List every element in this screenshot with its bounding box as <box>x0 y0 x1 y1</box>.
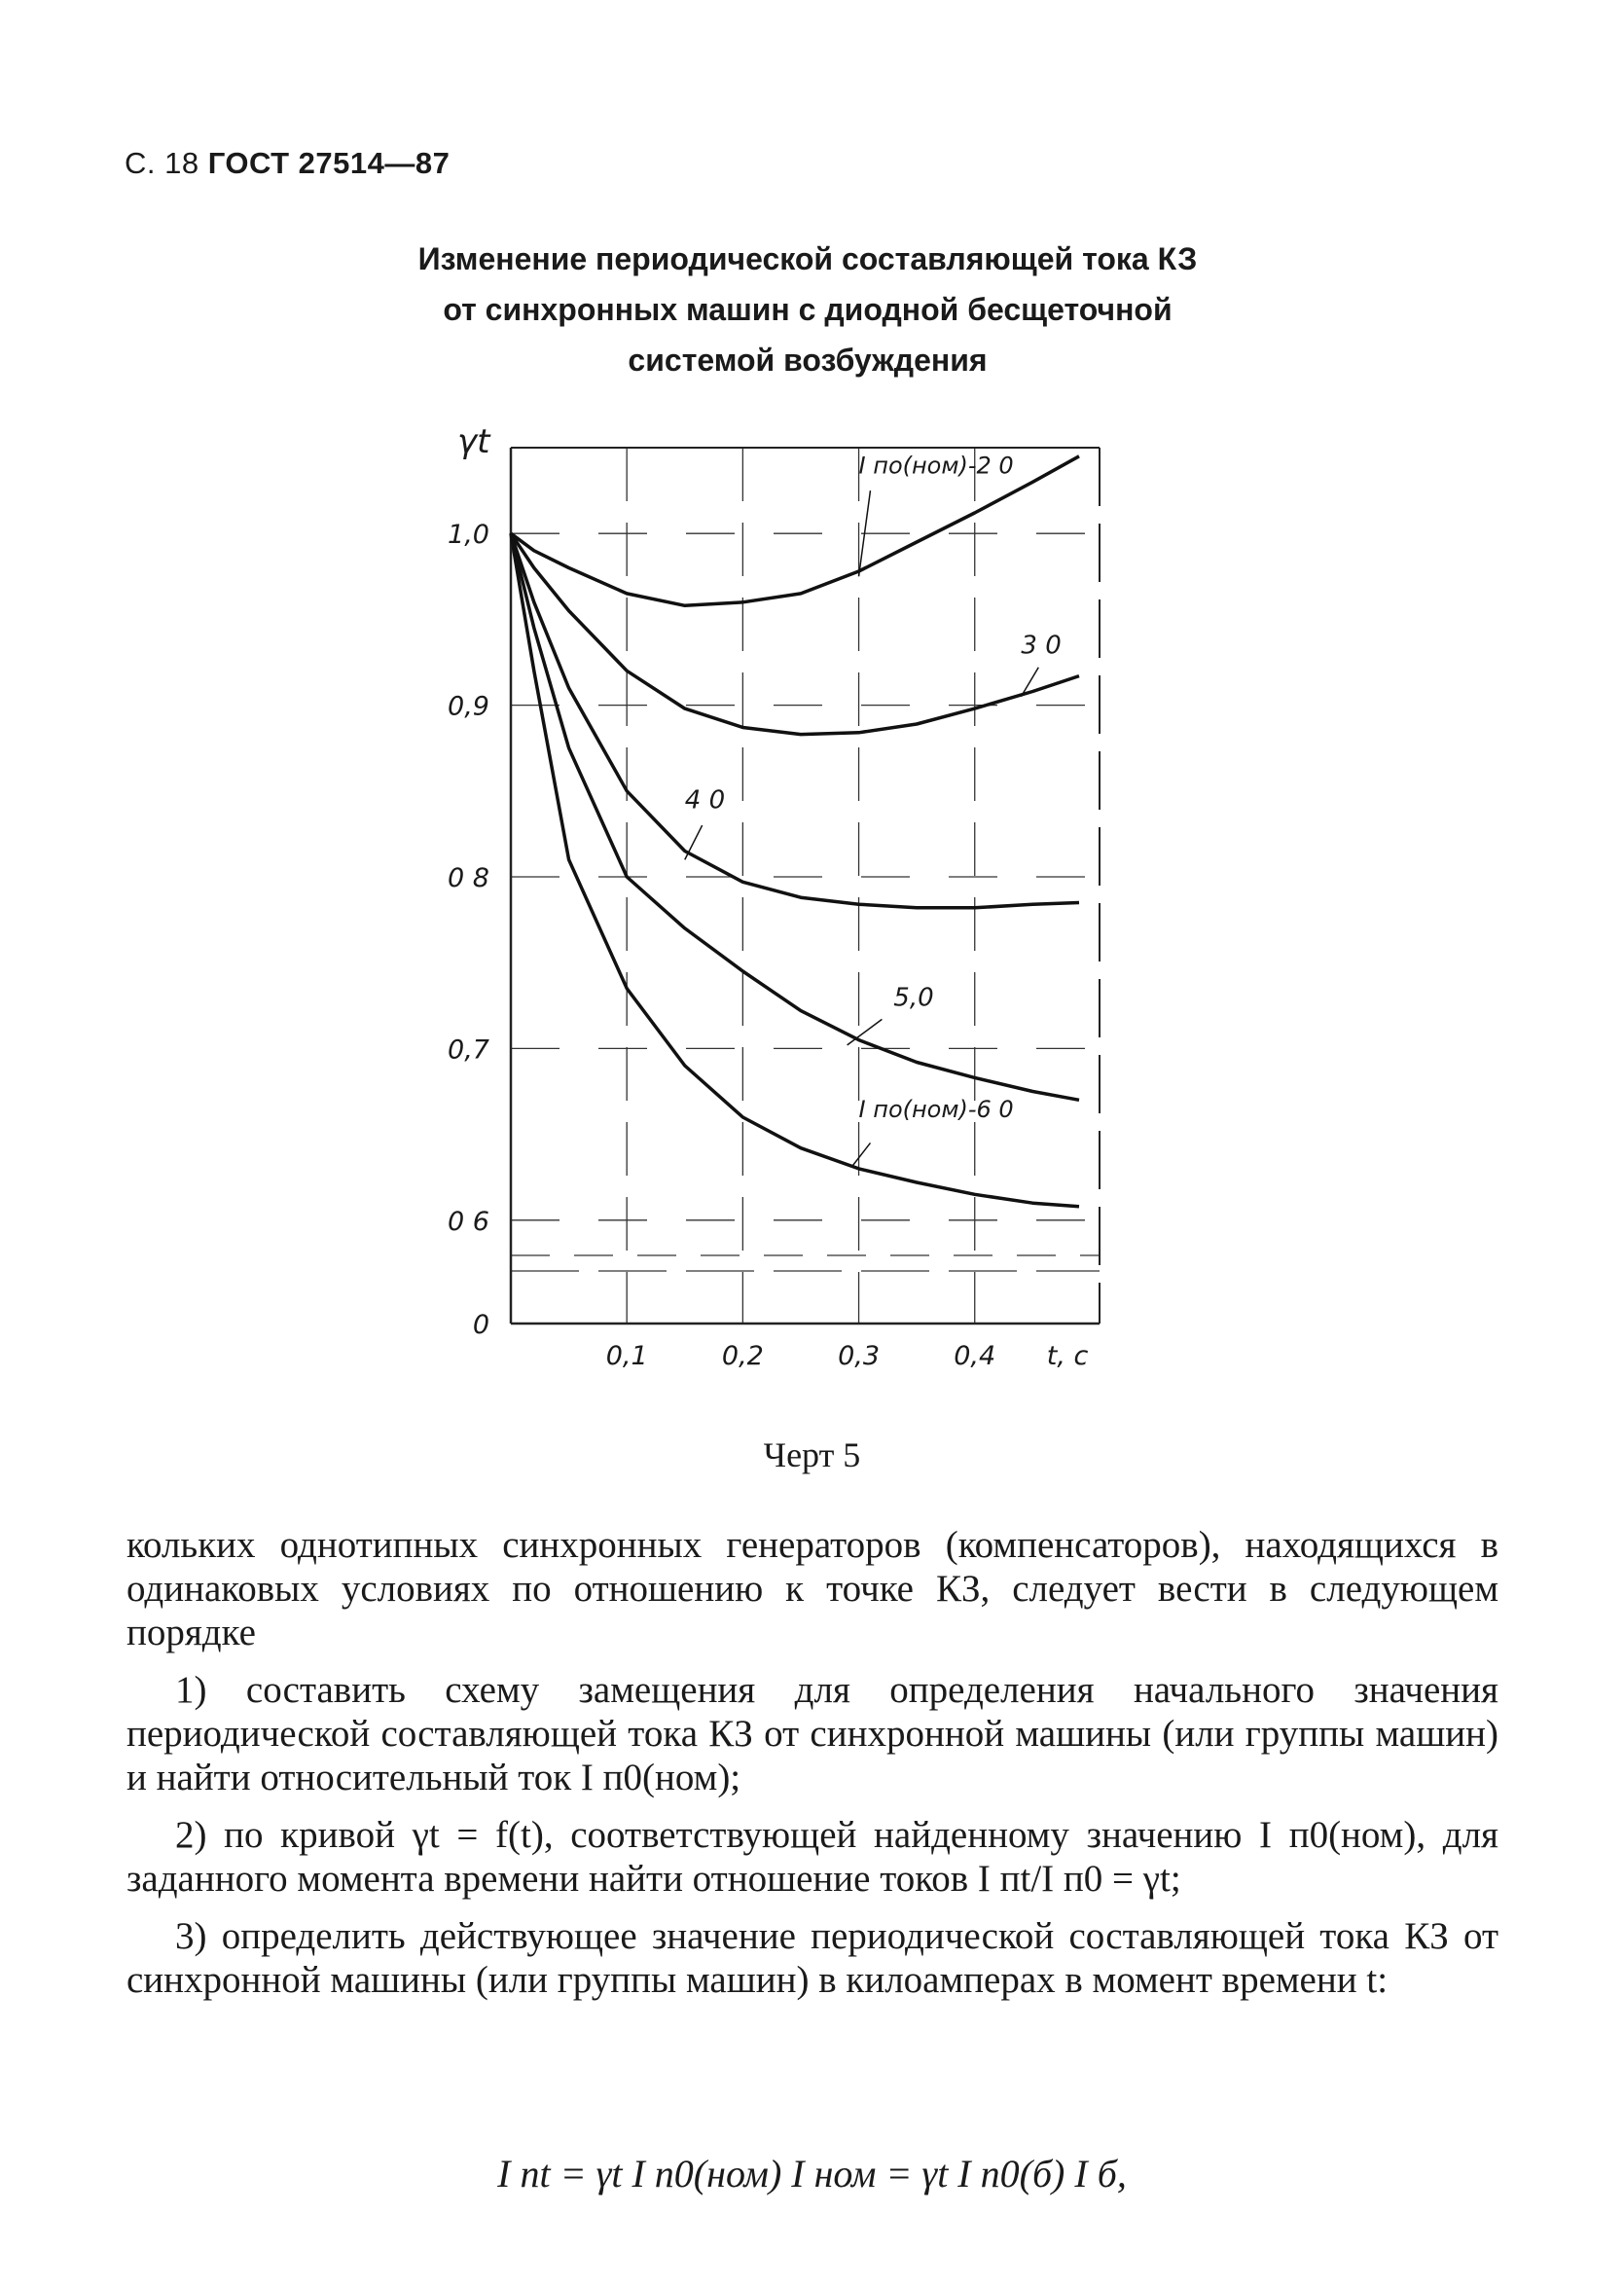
x-tick-label: t, c <box>1046 1341 1089 1371</box>
page-number: С. 18 <box>125 146 199 180</box>
figure-caption: Черт 5 <box>763 1435 861 1474</box>
x-tick-label: 0,1 <box>605 1341 648 1371</box>
curve-label-4: 4 0 <box>684 785 726 816</box>
chart-grid <box>511 448 1100 1324</box>
gamma-t-chart <box>428 409 1129 1431</box>
title-line-2: от синхронных машин с диодной бесщеточной <box>443 292 1173 327</box>
chart-labels <box>448 422 1088 1371</box>
chart-axes <box>511 448 1100 1324</box>
leader-6 <box>853 1143 871 1165</box>
paragraph-3: 2) по кривой γt = f(t), соответствующей найденному значению I п0(ном), для заданного момента времени найти отношение токов I пt/I п0 = γt; <box>126 1814 1498 1900</box>
x-tick-label: 0,4 <box>954 1341 996 1371</box>
chart-curves <box>511 456 1079 1207</box>
y-tick-label: 0,7 <box>448 1034 489 1066</box>
figure-title <box>370 234 1245 385</box>
body-text <box>126 1523 1498 2002</box>
page-header <box>125 146 450 181</box>
curve-4,0 <box>511 533 1079 908</box>
curve-label-3: 3 0 <box>1021 631 1062 661</box>
curve-label-6: I по(ном)-6 0 <box>858 1095 1014 1123</box>
x-tick-label: 0,3 <box>838 1341 881 1371</box>
title-line-1: Изменение периодической составляющей тока КЗ <box>417 241 1198 276</box>
curve-5,0 <box>511 533 1079 1100</box>
paragraph-2: 1) составить схему замещения для определения начального значения периодической составляющей тока КЗ от синхронной машины (или группы машин) и найти относительный ток I п0(ном); <box>126 1669 1498 1798</box>
y-tick-label: 0 6 <box>448 1206 489 1237</box>
paragraph-1: кольких однотипных синхронных генераторов (компенсаторов), находящихся в одинаковых условиях по отношению к точке КЗ, следует вести в следующем порядке <box>126 1524 1498 1653</box>
curve-3,0 <box>511 533 1079 734</box>
paragraph-4: 3) определить действующее значение периодической составляющей тока КЗ от синхронной машины (или группы машин) в килоамперах в момент времени t: <box>126 1915 1498 2001</box>
y-tick-label: 0 <box>472 1310 489 1340</box>
y-tick-label: 1,0 <box>448 520 489 551</box>
y-axis-label: γt <box>457 422 490 461</box>
title-line-3: системой возбуждения <box>628 343 988 378</box>
x-tick-label: 0,2 <box>721 1341 764 1371</box>
curve-label-2: I по(ном)-2 0 <box>858 452 1014 480</box>
formula: I пt = γt I п0(ном) I ном = γt I п0(б) I б, <box>497 2152 1127 2195</box>
curve-label-5: 5,0 <box>893 983 934 1013</box>
document-id: ГОСТ 27514—87 <box>207 146 451 180</box>
y-tick-label: 0,9 <box>448 691 489 722</box>
y-tick-label: 0 8 <box>448 863 489 893</box>
